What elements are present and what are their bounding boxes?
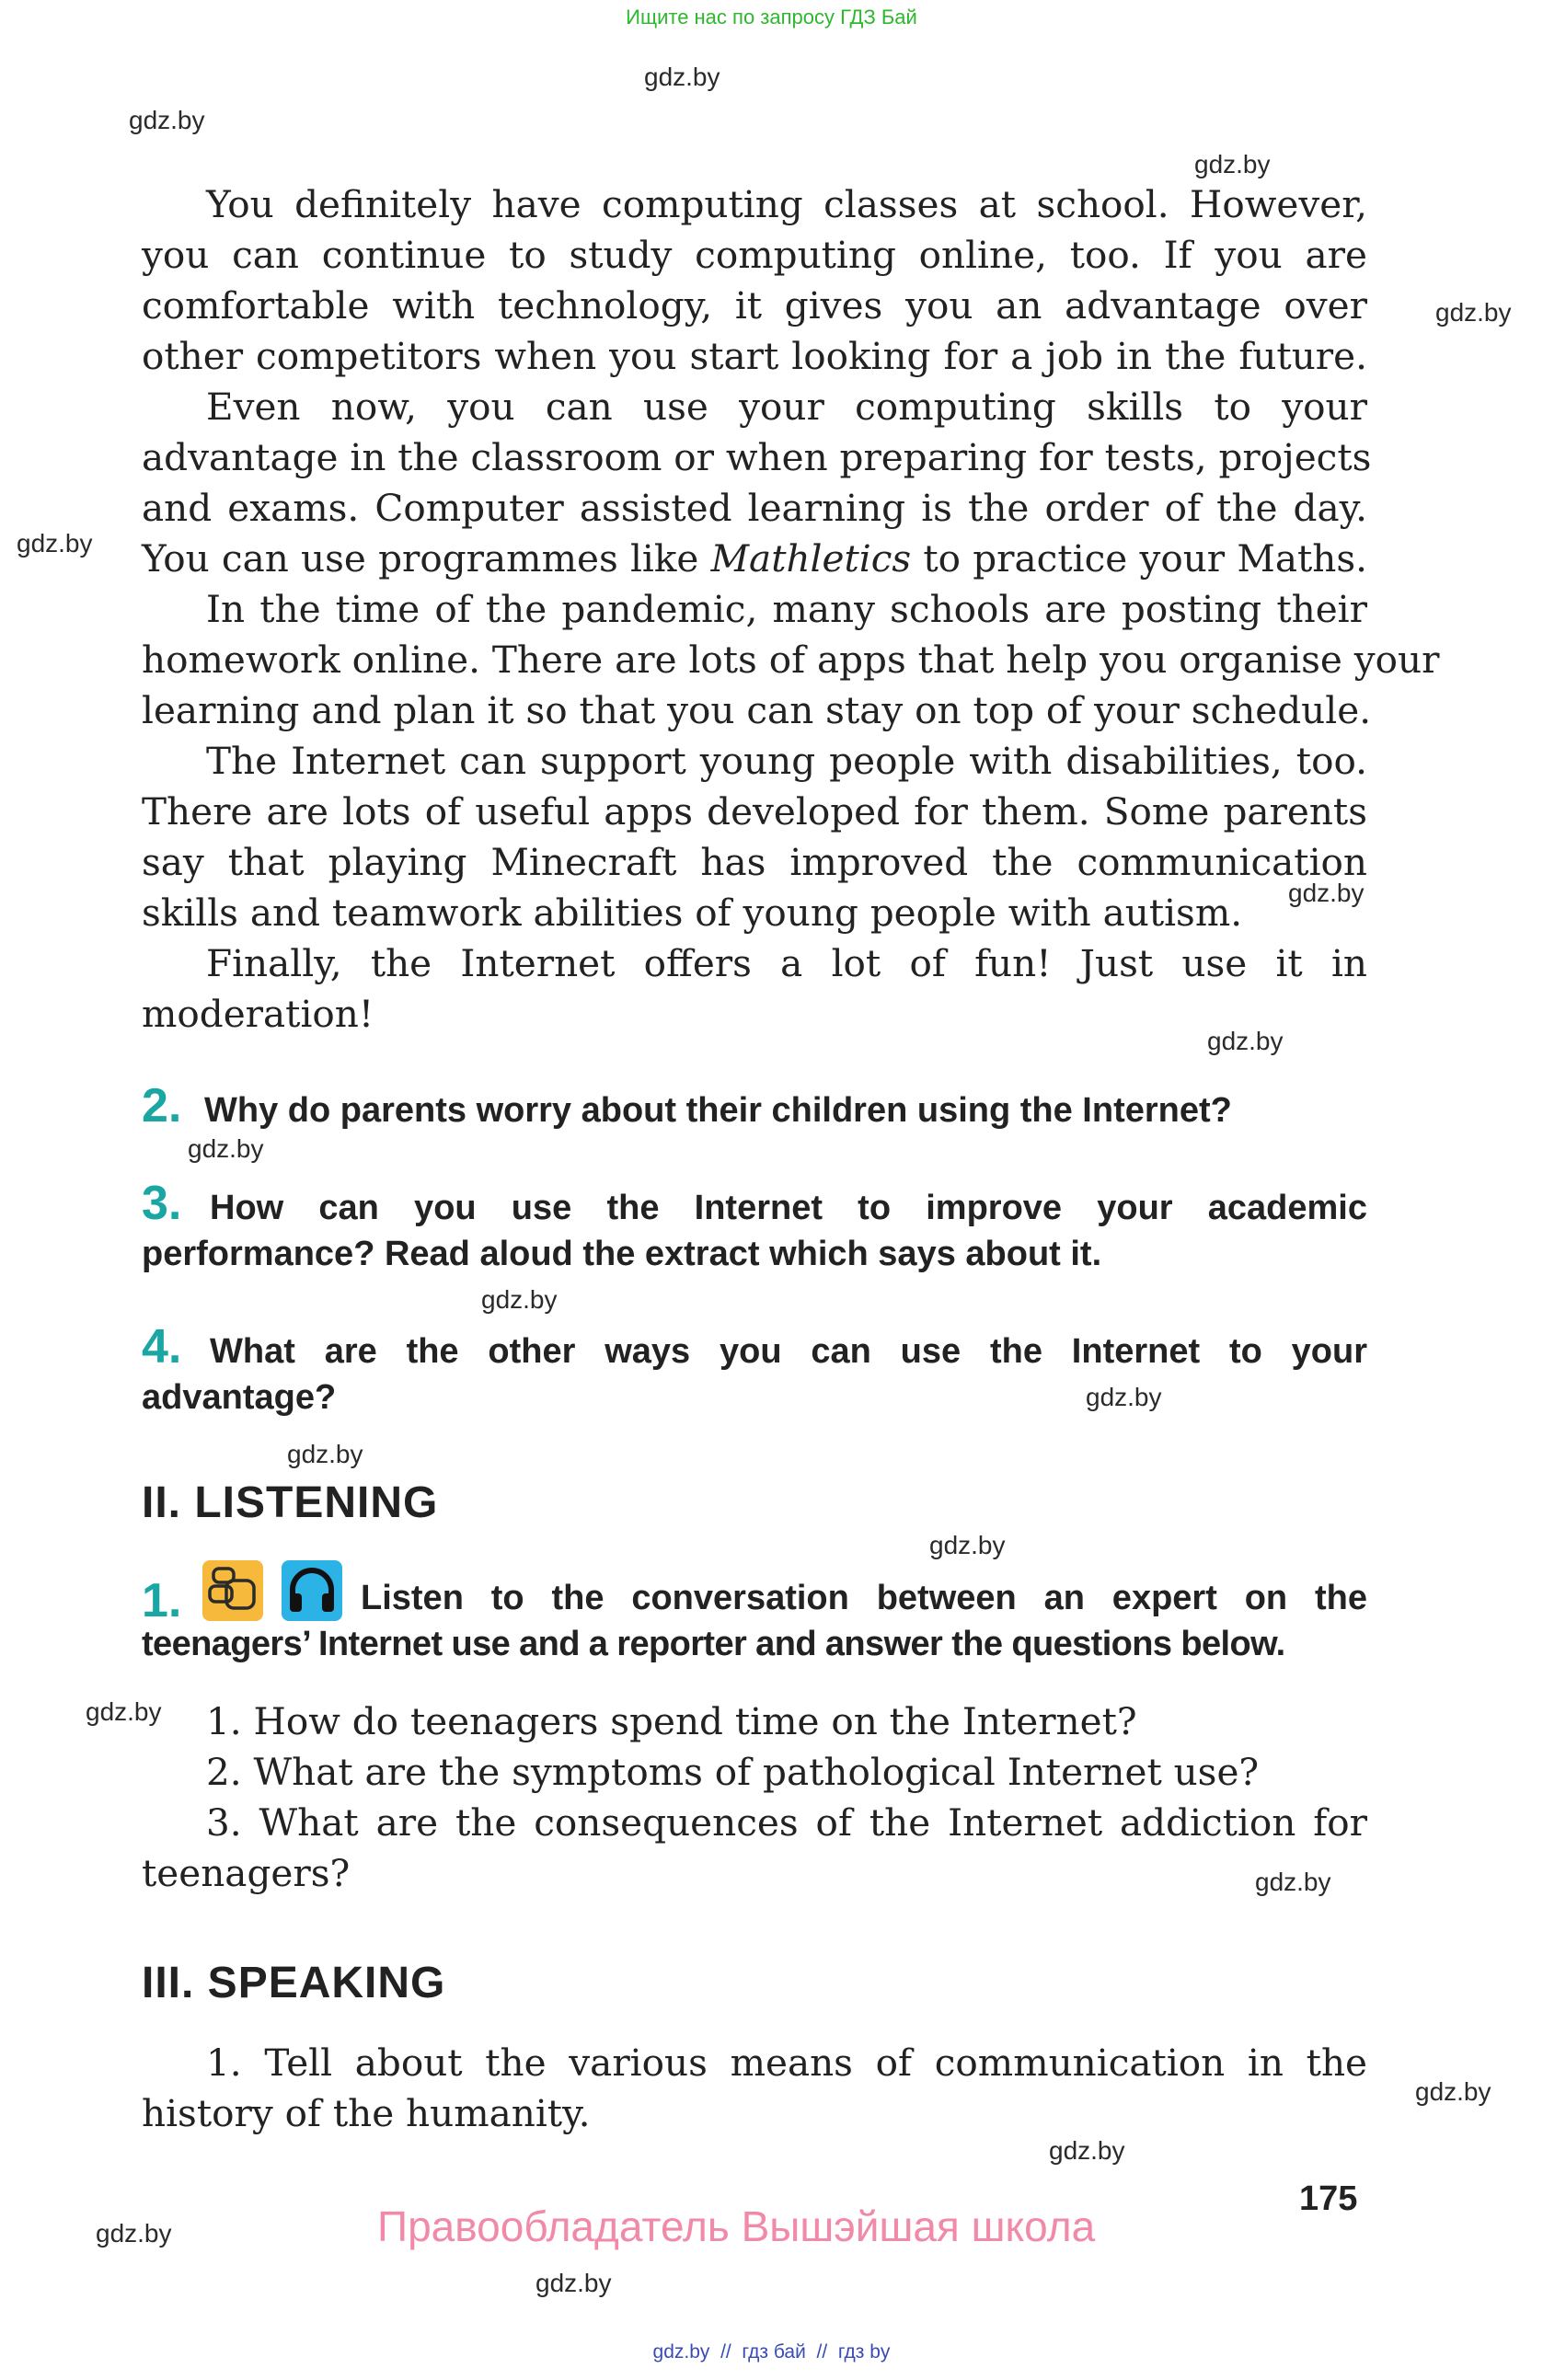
text-line: In the time of the pandemic, many schools are posting their bbox=[206, 587, 1367, 631]
text-line: Finally, the Internet offers a lot of fun! Just use it in bbox=[206, 941, 1367, 985]
watermark: gdz.by bbox=[1415, 2077, 1491, 2106]
headphones-icon bbox=[282, 1560, 342, 1621]
watermark: gdz.by bbox=[481, 1285, 558, 1314]
text-line: comfortable with technology, it gives you an advantage over bbox=[142, 283, 1367, 328]
text-fragment: You can use programmes like bbox=[142, 536, 711, 581]
watermark: gdz.by bbox=[1049, 2136, 1125, 2165]
text-line-mathletics bbox=[142, 536, 1367, 586]
text-line: The Internet can support young people with disabilities, too. bbox=[206, 739, 1367, 783]
list-item: 3. What are the consequences of the Internet addiction for bbox=[206, 1800, 1367, 1845]
question-text: What are the other ways you can use the Internet to your bbox=[210, 1332, 1367, 1371]
task-text: Listen to the conversation between an expert on the bbox=[361, 1579, 1367, 1617]
list-item: 2. What are the symptoms of pathological Internet use? bbox=[206, 1750, 1260, 1794]
list-item: teenagers? bbox=[142, 1851, 351, 1895]
text-line: homework online. There are lots of apps that help you organise your bbox=[142, 638, 1440, 682]
watermark: gdz.by bbox=[1288, 879, 1365, 907]
app-name-mathletics: Mathletics bbox=[710, 536, 912, 581]
watermark: gdz.by bbox=[287, 1440, 363, 1468]
watermark: gdz.by bbox=[1207, 1027, 1284, 1055]
list-item: 1. How do teenagers spend time on the Internet? bbox=[206, 1699, 1137, 1743]
watermark: gdz.by bbox=[129, 106, 205, 134]
text-line: and exams. Computer assisted learning is the order of the day. bbox=[142, 486, 1367, 530]
text-line: learning and plan it so that you can stay on top of your schedule. bbox=[142, 688, 1372, 732]
watermark: gdz.by bbox=[86, 1697, 162, 1726]
text-line: Even now, you can use your computing skills to your bbox=[206, 385, 1367, 429]
watermark: gdz.by bbox=[1435, 298, 1512, 327]
question-text: performance? Read aloud the extract which says about it. bbox=[142, 1235, 1102, 1273]
question-number: 3. bbox=[142, 1177, 182, 1230]
question-text: advantage? bbox=[142, 1378, 337, 1417]
copyright-owner: Правообладатель Вышэйшая школа bbox=[377, 2202, 1096, 2250]
question-text: How can you use the Internet to improve your academic bbox=[210, 1189, 1367, 1227]
text-line: There are lots of useful apps developed for them. Some parents bbox=[142, 789, 1367, 834]
question-number: 4. bbox=[142, 1320, 182, 1374]
text-line: moderation! bbox=[142, 992, 374, 1036]
footer-links: gdz.by // гдз бай // гдз by bbox=[652, 2341, 891, 2363]
text-line: skills and teamwork abilities of young people with autism. bbox=[142, 891, 1243, 935]
watermark: gdz.by bbox=[929, 1531, 1006, 1559]
watermark: gdz.by bbox=[1194, 150, 1271, 178]
watermark: gdz.by bbox=[535, 2269, 612, 2297]
watermark: gdz.by bbox=[17, 529, 93, 558]
top-banner: Ищите нас по запросу ГДЗ Бай bbox=[626, 6, 917, 29]
listening-heading: II. LISTENING bbox=[142, 1478, 439, 1527]
watermark: gdz.by bbox=[1255, 1868, 1331, 1896]
speaking-item: history of the humanity. bbox=[142, 2091, 591, 2135]
question-text: Why do parents worry about their children using the Internet? bbox=[204, 1091, 1232, 1130]
task-text: teenagers’ Internet use and a reporter and answer the questions below. bbox=[142, 1625, 1285, 1663]
text-line: advantage in the classroom or when preparing for tests, projects bbox=[142, 435, 1372, 479]
text-line: say that playing Minecraft has improved the communication bbox=[142, 840, 1367, 884]
text-line: other competitors when you start looking for a job in the future. bbox=[142, 334, 1367, 378]
task-number: 1. bbox=[142, 1574, 182, 1627]
page-number: 175 bbox=[1299, 2179, 1358, 2218]
group-work-icon bbox=[202, 1560, 263, 1621]
watermark: gdz.by bbox=[644, 63, 720, 91]
watermark: gdz.by bbox=[1086, 1383, 1162, 1411]
question-number: 2. bbox=[142, 1079, 182, 1133]
speaking-heading: III. SPEAKING bbox=[142, 1959, 446, 2007]
text-line: You definitely have computing classes at school. However, bbox=[206, 182, 1367, 226]
text-line: you can continue to study computing online, too. If you are bbox=[142, 233, 1367, 277]
speaking-item: 1. Tell about the various means of communication in the bbox=[206, 2041, 1367, 2085]
watermark: gdz.by bbox=[188, 1134, 264, 1163]
text-fragment: to practice your Maths. bbox=[911, 536, 1368, 581]
watermark: gdz.by bbox=[96, 2219, 172, 2248]
